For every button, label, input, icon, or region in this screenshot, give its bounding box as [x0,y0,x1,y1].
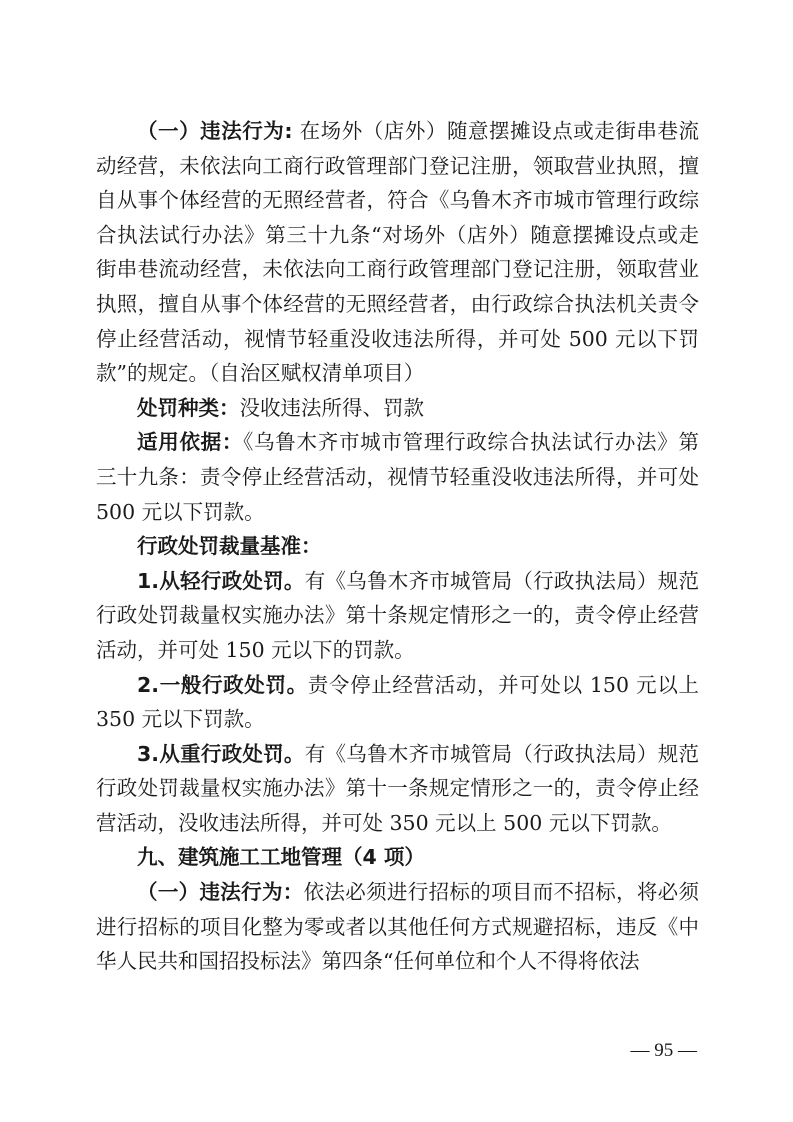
paragraph-penalty-type [96,391,699,426]
document-body [96,114,699,979]
penalty-type-label: 处罚种类： [137,395,240,420]
legal-basis-label: 适用依据： [137,430,244,455]
bidding-violation-text: 依法必须进行招标的项目而不招标，将必须进行招标的项目化整为零或者以其他任何方式规避招标，违反《中华人民共和国招投标法》第四条“任何单位和个人不得将依法 [96,880,700,974]
heavy-penalty-label: 3.从重行政处罚。 [137,741,305,766]
page-number: — 95 — [630,1040,697,1061]
violation-label: （一）违法行为: [137,119,293,143]
paragraph-bidding-violation [96,875,699,979]
violation-text: 在场外（店外）随意摆摊设点或走街串巷流动经营，未依法向工商行政管理部门登记注册，领取营业执照，擅自从事个体经营的无照经营者，符合《乌鲁木齐市城市管理行政综合执法试行办法》第三十九条“对场外（店外）随意摆摊设点或走街串巷流动经营，未依法向工商行政管理部门登记注册，领取营业执照，擅自从事个体经营的无照经营者，由行政综合执法机关责令停止经营活动，视情节轻重没收违法所得，并可处 500 元以下罚款”的规定。（自治区赋权清单项目） [96,119,699,386]
lenient-penalty-text: 有《乌鲁木齐市城管局（行政执法局）规范行政处罚裁量权实施办法》第十条规定情形之一的，责令停止经营活动，并可处 150 元以下的罚款。 [96,568,699,662]
paragraph-heavy-penalty [96,737,699,841]
paragraph-general-penalty [96,668,699,737]
bidding-violation-label: （一）违法行为： [137,880,304,905]
penalty-type-text: 没收违法所得、罚款 [239,395,424,420]
section-9-heading: 九、建筑施工工地管理（4 项） [137,845,425,870]
paragraph-lenient-penalty [96,564,699,668]
lenient-penalty-label: 1.从轻行政处罚。 [137,568,305,593]
paragraph-legal-basis [96,425,699,529]
legal-basis-text: 《乌鲁木齐市城市管理行政综合执法试行办法》第三十九条：责令停止经营活动，视情节轻重没收违法所得，并可处 500 元以下罚款。 [96,430,700,524]
paragraph-violation-street-vending [96,114,699,391]
general-penalty-text: 责令停止经营活动，并可处以 150 元以上 350 元以下罚款。 [96,672,699,732]
heavy-penalty-text: 有《乌鲁木齐市城管局（行政执法局）规范行政处罚裁量权实施办法》第十一条规定情形之一的，责令停止经营活动，没收违法所得，并可处 350 元以上 500 元以下罚款。 [96,741,699,835]
discretion-standard-heading: 行政处罚裁量基准： [137,534,322,559]
general-penalty-label: 2.一般行政处罚。 [137,672,308,697]
